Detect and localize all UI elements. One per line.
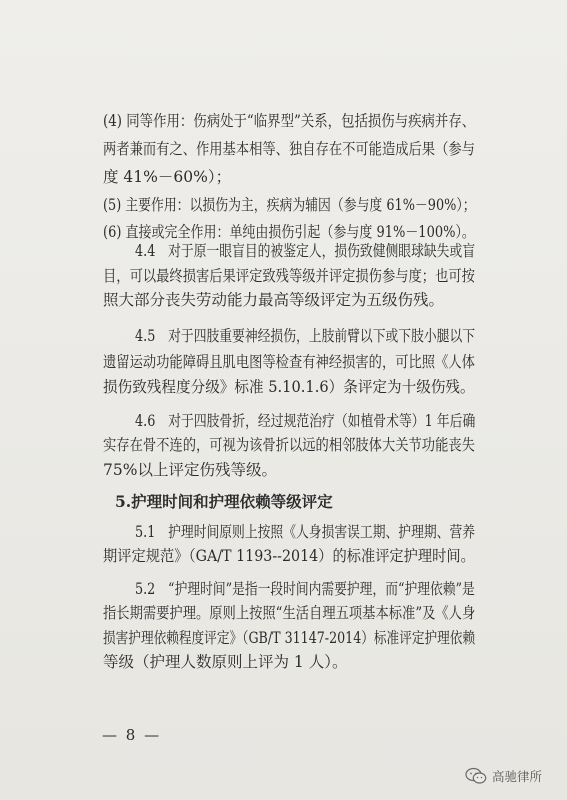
- paragraph-line: 4.4 对于原一眼盲目的被鉴定人，损伤致健侧眼球缺失或盲: [135, 242, 476, 260]
- paragraph-line: 指长期需要护理。原则上按照“生活自理五项基本标准”及《人身: [103, 604, 476, 622]
- paragraph-line: 损害护理依赖程度评定》（GB/T 31147-2014）标准评定护理依赖: [103, 629, 476, 647]
- watermark-text: 高驰律所: [492, 769, 543, 784]
- paragraph-line: 两者兼而有之、作用基本相等、独自存在不可能造成后果（参与: [103, 140, 475, 158]
- paragraph-line: (4) 同等作用：伤病处于“临界型”关系，包括损伤与疾病并存、: [103, 112, 476, 130]
- watermark: [465, 767, 542, 785]
- paragraph-line: 5.1 护理时间原则上按照《人身损害误工期、护理期、营养: [135, 523, 476, 541]
- page-number: — 8 —: [102, 726, 162, 744]
- paragraph-line: (5) 主要作用：以损伤为主，疾病为辅因（参与度 61%－90%）；: [103, 196, 476, 214]
- paragraph-line: (6) 直接或完全作用：单纯由损伤引起（参与度 91%－100%）。: [103, 223, 475, 241]
- paragraph-line: 损伤致残程度分级》标准 5.10.1.6）条评定为十级伤残。: [103, 378, 475, 396]
- paragraph-line: 照大部分丧失劳动能力最高等级评定为五级伤残。: [103, 291, 445, 309]
- wechat-icon: [465, 767, 487, 785]
- paragraph-line: 4.6 对于四肢骨折，经过规范治疗（如植骨术等）1 年后确: [135, 412, 476, 430]
- paragraph-line: 遗留运动功能障碍且肌电图等检查有神经损害的，可比照《人体: [103, 353, 475, 371]
- paragraph-line: 4.5 对于四肢重要神经损伤，上肢前臂以下或下肢小腿以下: [135, 327, 476, 345]
- paragraph-line: 等级（护理人数原则上评为 1 人）。: [103, 653, 348, 671]
- paragraph-line: 75%以上评定伤残等级。: [103, 461, 277, 479]
- section-heading: 5.护理时间和护理依赖等级评定: [115, 492, 333, 511]
- paragraph-line: 目，可以最终损害后果评定致残等级并评定损伤参与度；也可按: [103, 267, 475, 285]
- paragraph-line: 期评定规范》（GA/T 1193--2014）的标准评定护理时间。: [103, 547, 475, 565]
- paragraph-line: 度 41%－60%）；: [103, 168, 232, 186]
- paragraph-line: 实存在骨不连的，可视为该骨折以远的相邻肢体大关节功能丧失: [103, 436, 475, 454]
- paragraph-line: 5.2 “护理时间”是指一段时间内需要护理，而“护理依赖”是: [135, 580, 475, 598]
